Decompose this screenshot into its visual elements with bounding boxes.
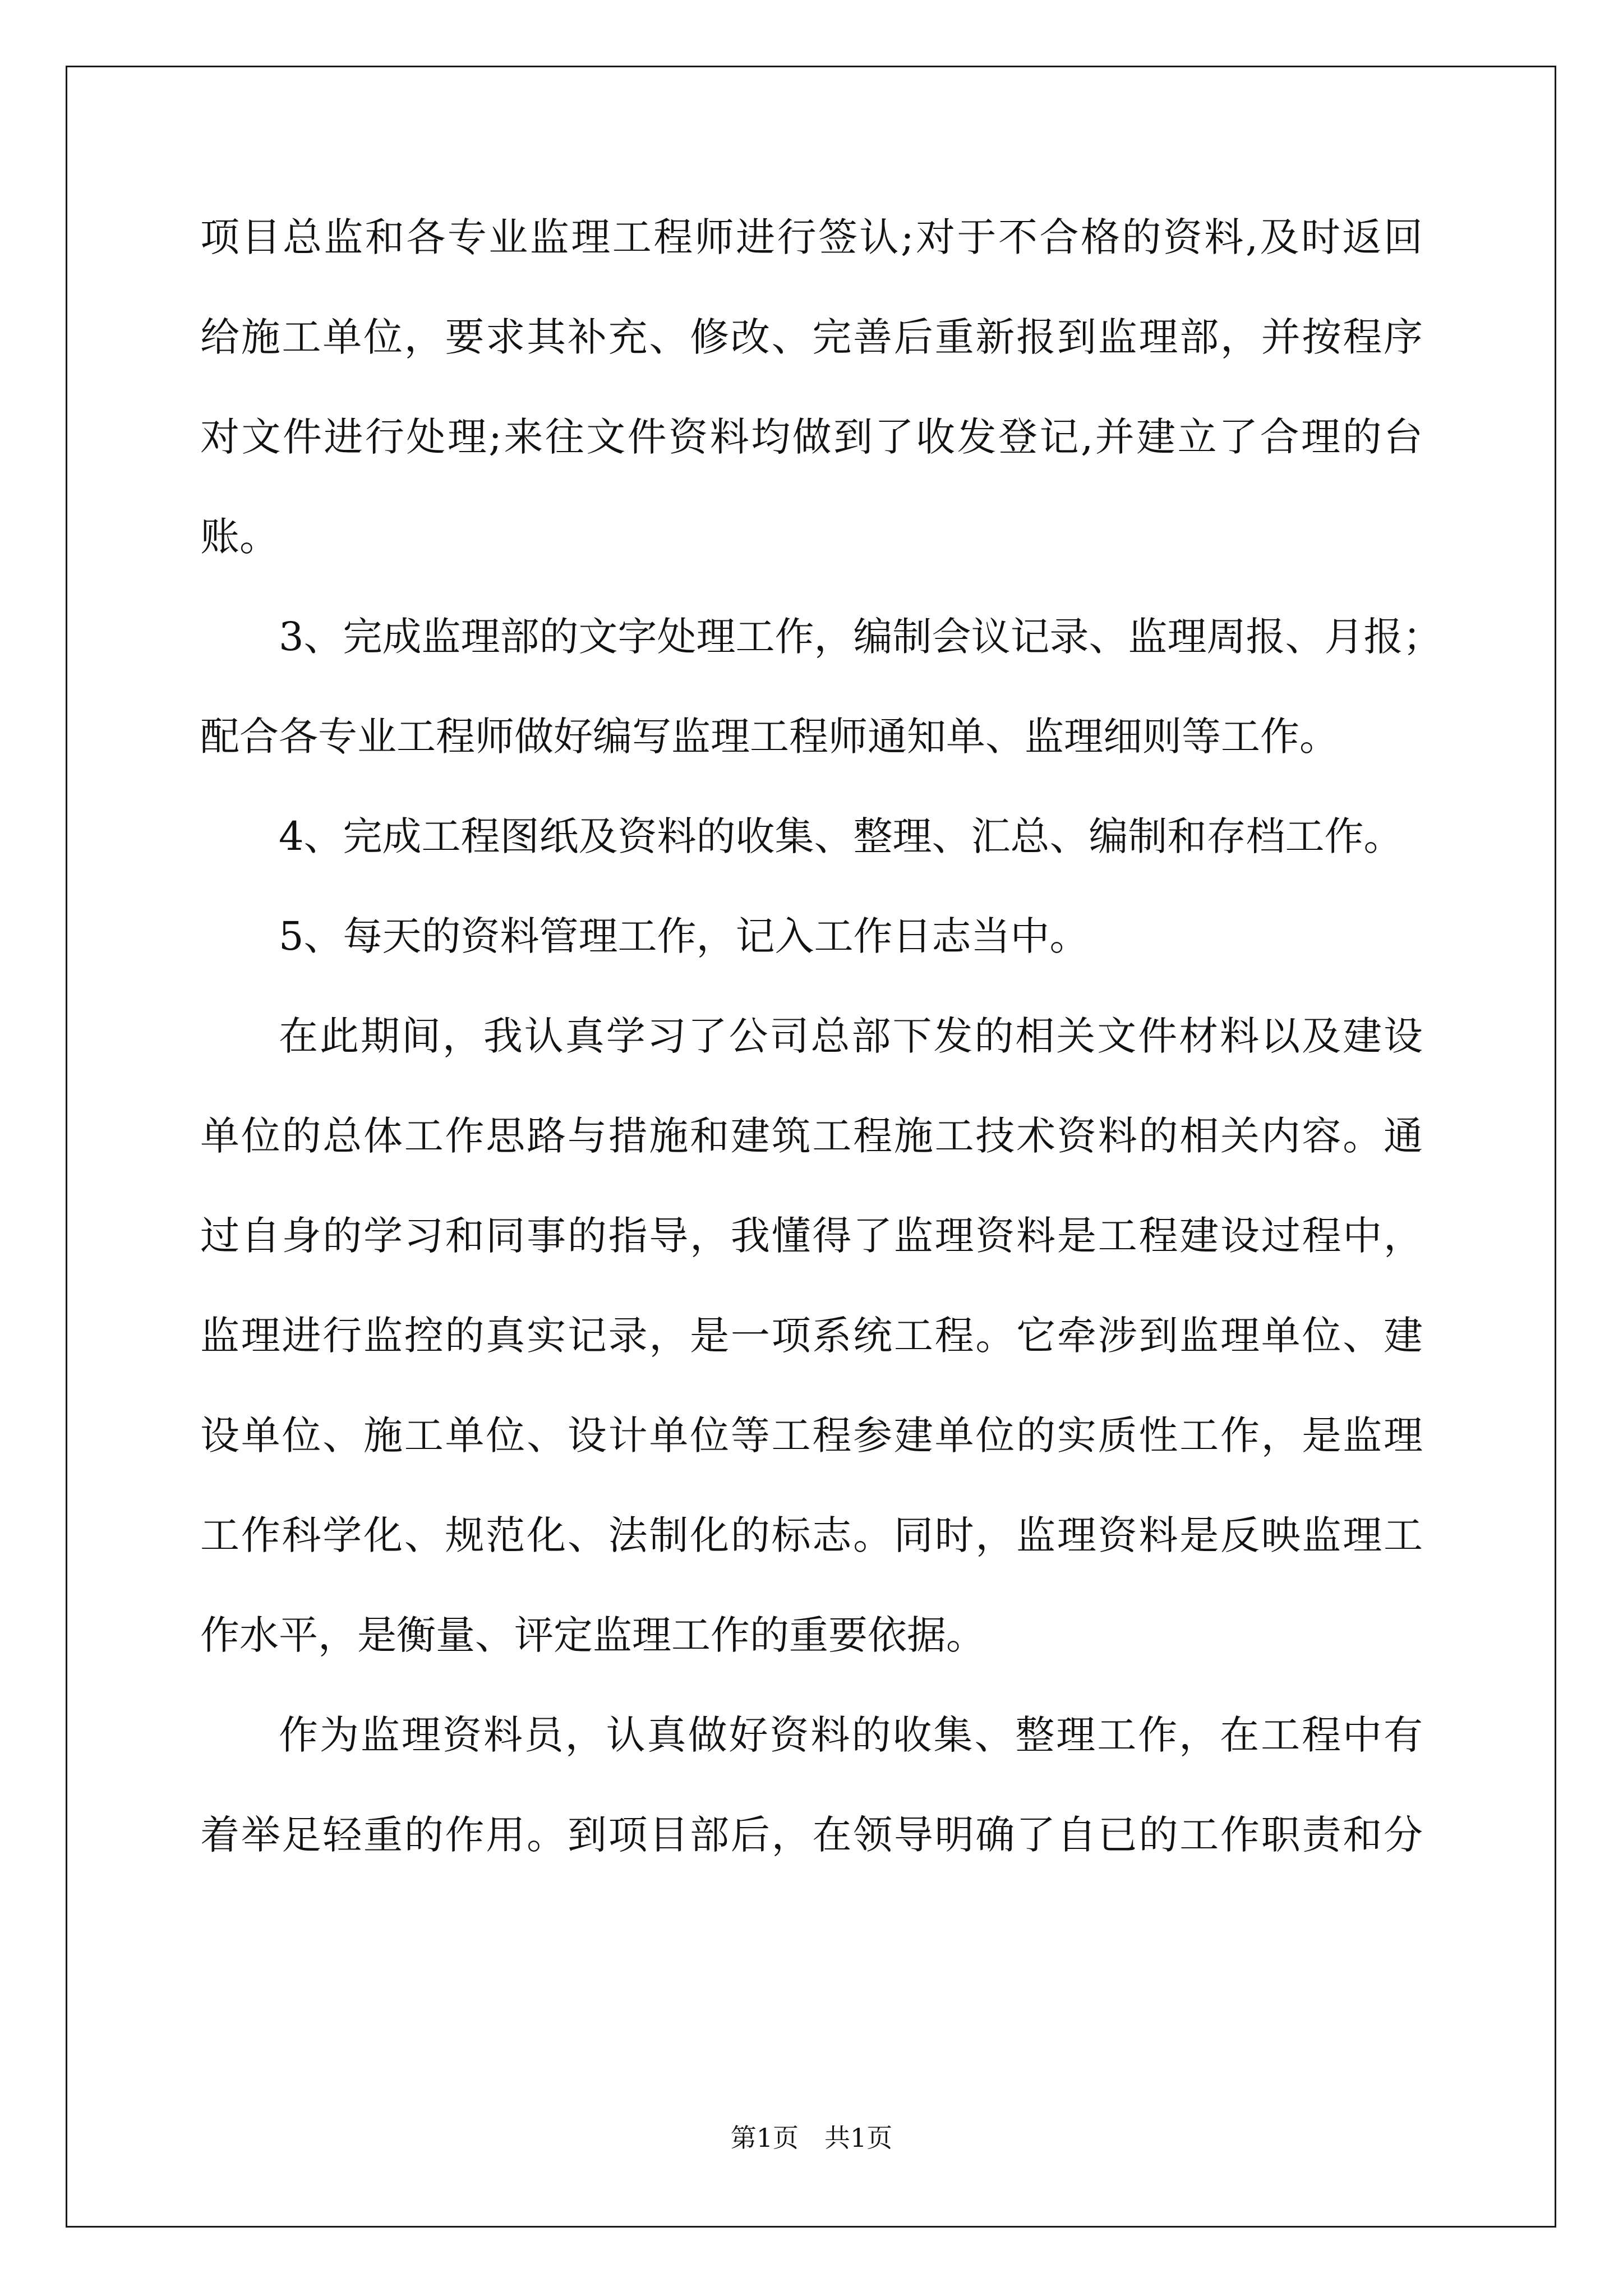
text-line: 监理进行监控的真实记录，是一项系统工程。它牵涉到监理单位、建 [200,1313,1423,1359]
text-line: 配合各专业工程师做好编写监理工程师通知单、监理细则等工作。 [200,714,1339,760]
text-line: 项目总监和各专业监理工程师进行签认;对于不合格的资料,及时返回 [200,214,1423,260]
text-line: 设单位、施工单位、设计单位等工程参建单位的实质性工作，是监理 [200,1412,1423,1458]
text-line: 作为监理资料员，认真做好资料的收集、整理工作，在工程中有 [279,1712,1423,1758]
text-line: 4、完成工程图纸及资料的收集、整理、汇总、编制和存档工作。 [279,813,1403,859]
text-line: 工作科学化、规范化、法制化的标志。同时，监理资料是反映监理工 [200,1512,1423,1558]
text-line: 5、每天的资料管理工作，记入工作日志当中。 [279,913,1089,959]
text-line: 3、完成监理部的文字处理工作，编制会议记录、监理周报、月报； [279,614,1442,660]
text-line: 作水平，是衡量、评定监理工作的重要依据。 [200,1612,985,1658]
page-footer: 第1页 共1页 [730,2123,893,2153]
document-body [200,212,1442,1910]
text-line: 对文件进行处理;来往文件资料均做到了收发登记,并建立了合理的台 [200,414,1423,460]
text-line: 在此期间，我认真学习了公司总部下发的相关文件材料以及建设 [279,1013,1423,1059]
text-line: 过自身的学习和同事的指导，我懂得了监理资料是工程建设过程中， [200,1213,1423,1259]
text-line: 单位的总体工作思路与措施和建筑工程施工技术资料的相关内容。通 [200,1113,1423,1159]
text-line: 给施工单位，要求其补充、修改、完善后重新报到监理部，并按程序 [200,314,1423,360]
text-line: 着举足轻重的作用。到项目部后，在领导明确了自已的工作职责和分 [200,1812,1423,1858]
text-line: 账。 [200,514,279,560]
